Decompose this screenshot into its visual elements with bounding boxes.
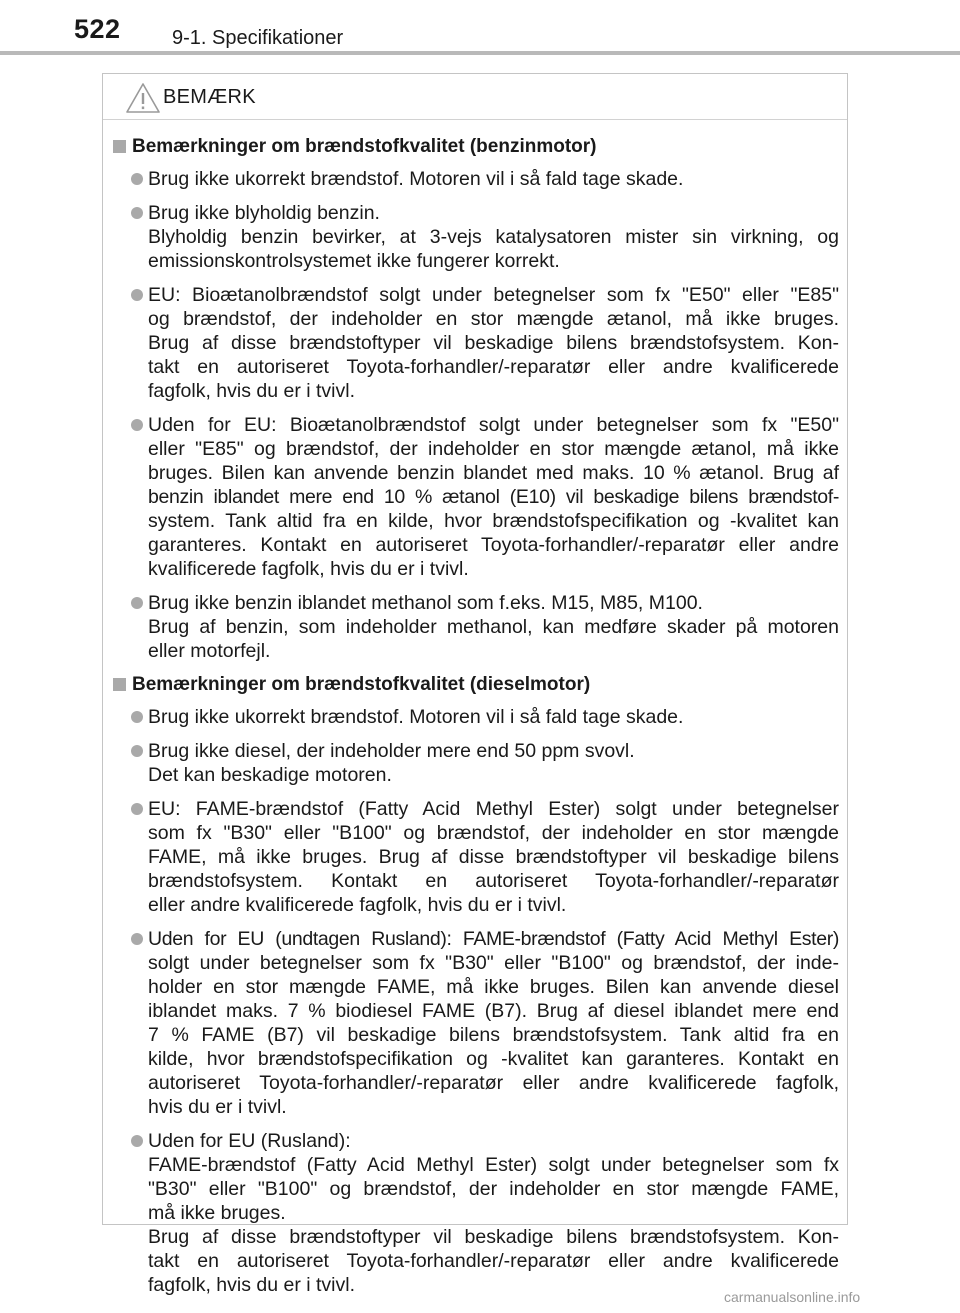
bullet-text-line: EU: Bioætanolbrændstof solgt under betegnelser som fx "E50" eller "E85" <box>148 284 839 306</box>
bullet-item <box>103 927 847 1119</box>
bullet-text-line: benzin iblandet mere end 10 % ætanol (E10) vil beskadige bilens brændstof- <box>148 486 839 508</box>
watermark: carmanualsonline.info <box>724 1289 861 1305</box>
bullet-text-line: kvalificerede fagfolk, hvis du er i tvivl. <box>148 558 469 580</box>
section-heading-text: Bemærkninger om brændstofkvalitet (dieselmotor) <box>132 674 591 695</box>
bullet-text-line: Brug af disse brændstoftyper vil beskadige bilens brændstofsystem. Kon- <box>148 332 839 354</box>
square-bullet-icon <box>113 140 126 153</box>
round-bullet-icon <box>131 933 143 945</box>
page-header <box>0 0 960 56</box>
section-title: 9-1. Specifikationer <box>172 27 344 49</box>
bullet-text-line: Det kan beskadige motoren. <box>148 764 392 786</box>
bullet-text-line: Brug ikke ukorrekt brændstof. Motoren vil i så fald tage skade. <box>148 706 684 728</box>
bullet-text-line: "B30" eller "B100" og brændstof, der indeholder en stor mængde FAME, <box>148 1178 839 1200</box>
bullet-text-line: Brug af disse brændstoftyper vil beskadige bilens brændstofsystem. Kon- <box>148 1226 839 1248</box>
bullet-item <box>103 591 847 663</box>
bullet-text-line: Brug ikke blyholdig benzin. <box>148 202 380 224</box>
bullet-text-line: FAME, må ikke bruges. Brug af disse brændstoftyper vil beskadige bilens <box>148 846 839 868</box>
bullet-text-line: bruges. Bilen kan anvende benzin blandet med maks. 10 % ætanol. Brug af <box>148 462 839 484</box>
bullet-text-line: system. Tank altid fra en kilde, hvor brændstofspecifikation og -kvalitet kan <box>148 510 839 532</box>
round-bullet-icon <box>131 711 143 723</box>
bullet-text-line: 7 % FAME (B7) vil beskadige bilens brændstofsystem. Tank altid fra en <box>148 1024 839 1046</box>
bullet-text-line: fagfolk, hvis du er i tvivl. <box>148 380 355 402</box>
warning-triangle-icon <box>125 82 161 114</box>
bullet-text-line: Brug ikke ukorrekt brændstof. Motoren vil i så fald tage skade. <box>148 168 684 190</box>
bullet-text-line: Uden for EU (undtagen Rusland): FAME-brændstof (Fatty Acid Methyl Ester) <box>148 928 839 950</box>
round-bullet-icon <box>131 207 143 219</box>
bullet-text-line: Uden for EU: Bioætanolbrændstof solgt under betegnelser som fx "E50" <box>148 414 839 436</box>
bullet-text-line: eller "E85" og brændstof, der indeholder en stor mængde ætanol, må ikke <box>148 438 839 460</box>
bullet-item <box>103 413 847 581</box>
bullet-text-line: solgt under betegnelser som fx "B30" eller "B100" og brændstof, der inde- <box>148 952 839 974</box>
notice-header <box>103 74 847 118</box>
bullet-text-line: Brug ikke benzin iblandet methanol som f.eks. M15, M85, M100. <box>148 592 703 614</box>
bullet-item <box>103 167 847 191</box>
bullet-text-line: takt en autoriseret Toyota-forhandler/-reparatør eller andre kvalificerede <box>148 356 839 378</box>
bullet-text-line: iblandet maks. 7 % biodiesel FAME (B7). Brug af diesel iblandet mere end <box>148 1000 839 1022</box>
bullet-text-line: Brug af benzin, som indeholder methanol, kan medføre skader på motoren <box>148 616 839 638</box>
bullet-text-line: og brændstof, der indeholder en stor mængde ætanol, må ikke bruges. <box>148 308 839 330</box>
bullet-item <box>103 1129 847 1297</box>
bullet-item <box>103 201 847 273</box>
bullet-text-line: autoriseret Toyota-forhandler/-reparatør eller andre kvalificerede fagfolk, <box>148 1072 839 1094</box>
round-bullet-icon <box>131 289 143 301</box>
bullet-text-line: holder en stor mængde FAME, må ikke bruges. Bilen kan anvende diesel <box>148 976 839 998</box>
bullet-text-line: Brug ikke diesel, der indeholder mere end 50 ppm svovl. <box>148 740 635 762</box>
bullet-text-line: takt en autoriseret Toyota-forhandler/-reparatør eller andre kvalificerede <box>148 1250 839 1272</box>
bullet-item <box>103 283 847 403</box>
round-bullet-icon <box>131 597 143 609</box>
bullet-text-line: eller motorfejl. <box>148 640 271 662</box>
section-heading <box>103 673 847 697</box>
section-heading-text: Bemærkninger om brændstofkvalitet (benzinmotor) <box>132 136 597 157</box>
round-bullet-icon <box>131 803 143 815</box>
header-divider <box>0 51 960 55</box>
section-heading <box>103 135 847 159</box>
page-number: 522 <box>74 14 121 44</box>
bullet-text-line: eller andre kvalificerede fagfolk, hvis du er i tvivl. <box>148 894 567 916</box>
notice-box <box>102 73 848 1296</box>
bullet-text-line: må ikke bruges. <box>148 1202 286 1224</box>
notice-label: BEMÆRK <box>163 86 256 108</box>
round-bullet-icon <box>131 1135 143 1147</box>
notice-divider <box>103 119 847 120</box>
bullet-text-line: EU: FAME-brændstof (Fatty Acid Methyl Ester) solgt under betegnelser <box>148 798 839 820</box>
bullet-text-line: FAME-brændstof (Fatty Acid Methyl Ester) solgt under betegnelser som fx <box>148 1154 839 1176</box>
square-bullet-icon <box>113 678 126 691</box>
bullet-text-line: som fx "B30" eller "B100" og brændstof, der indeholder en stor mængde <box>148 822 839 844</box>
bullet-item <box>103 739 847 787</box>
bullet-text-line: kilde, hvor brændstofspecifikation og -kvalitet kan garanteres. Kontakt en <box>148 1048 839 1070</box>
bullet-text-line: fagfolk, hvis du er i tvivl. <box>148 1274 355 1296</box>
bullet-text-line: Blyholdig benzin bevirker, at 3-vejs katalysatoren mister sin virkning, og <box>148 226 839 248</box>
round-bullet-icon <box>131 419 143 431</box>
bullet-text-line: hvis du er i tvivl. <box>148 1096 287 1118</box>
bullet-text-line: Uden for EU (Rusland): <box>148 1130 351 1152</box>
round-bullet-icon <box>131 745 143 757</box>
round-bullet-icon <box>131 173 143 185</box>
notice-content <box>103 132 847 1307</box>
bullet-text-line: garanteres. Kontakt en autoriseret Toyota-forhandler/-reparatør eller andre <box>148 534 839 556</box>
bullet-text-line: emissionskontrolsystemet ikke fungerer korrekt. <box>148 250 560 272</box>
bullet-item <box>103 705 847 729</box>
bullet-text-line: brændstofsystem. Kontakt en autoriseret Toyota-forhandler/-reparatør <box>148 870 839 892</box>
bullet-item <box>103 797 847 917</box>
